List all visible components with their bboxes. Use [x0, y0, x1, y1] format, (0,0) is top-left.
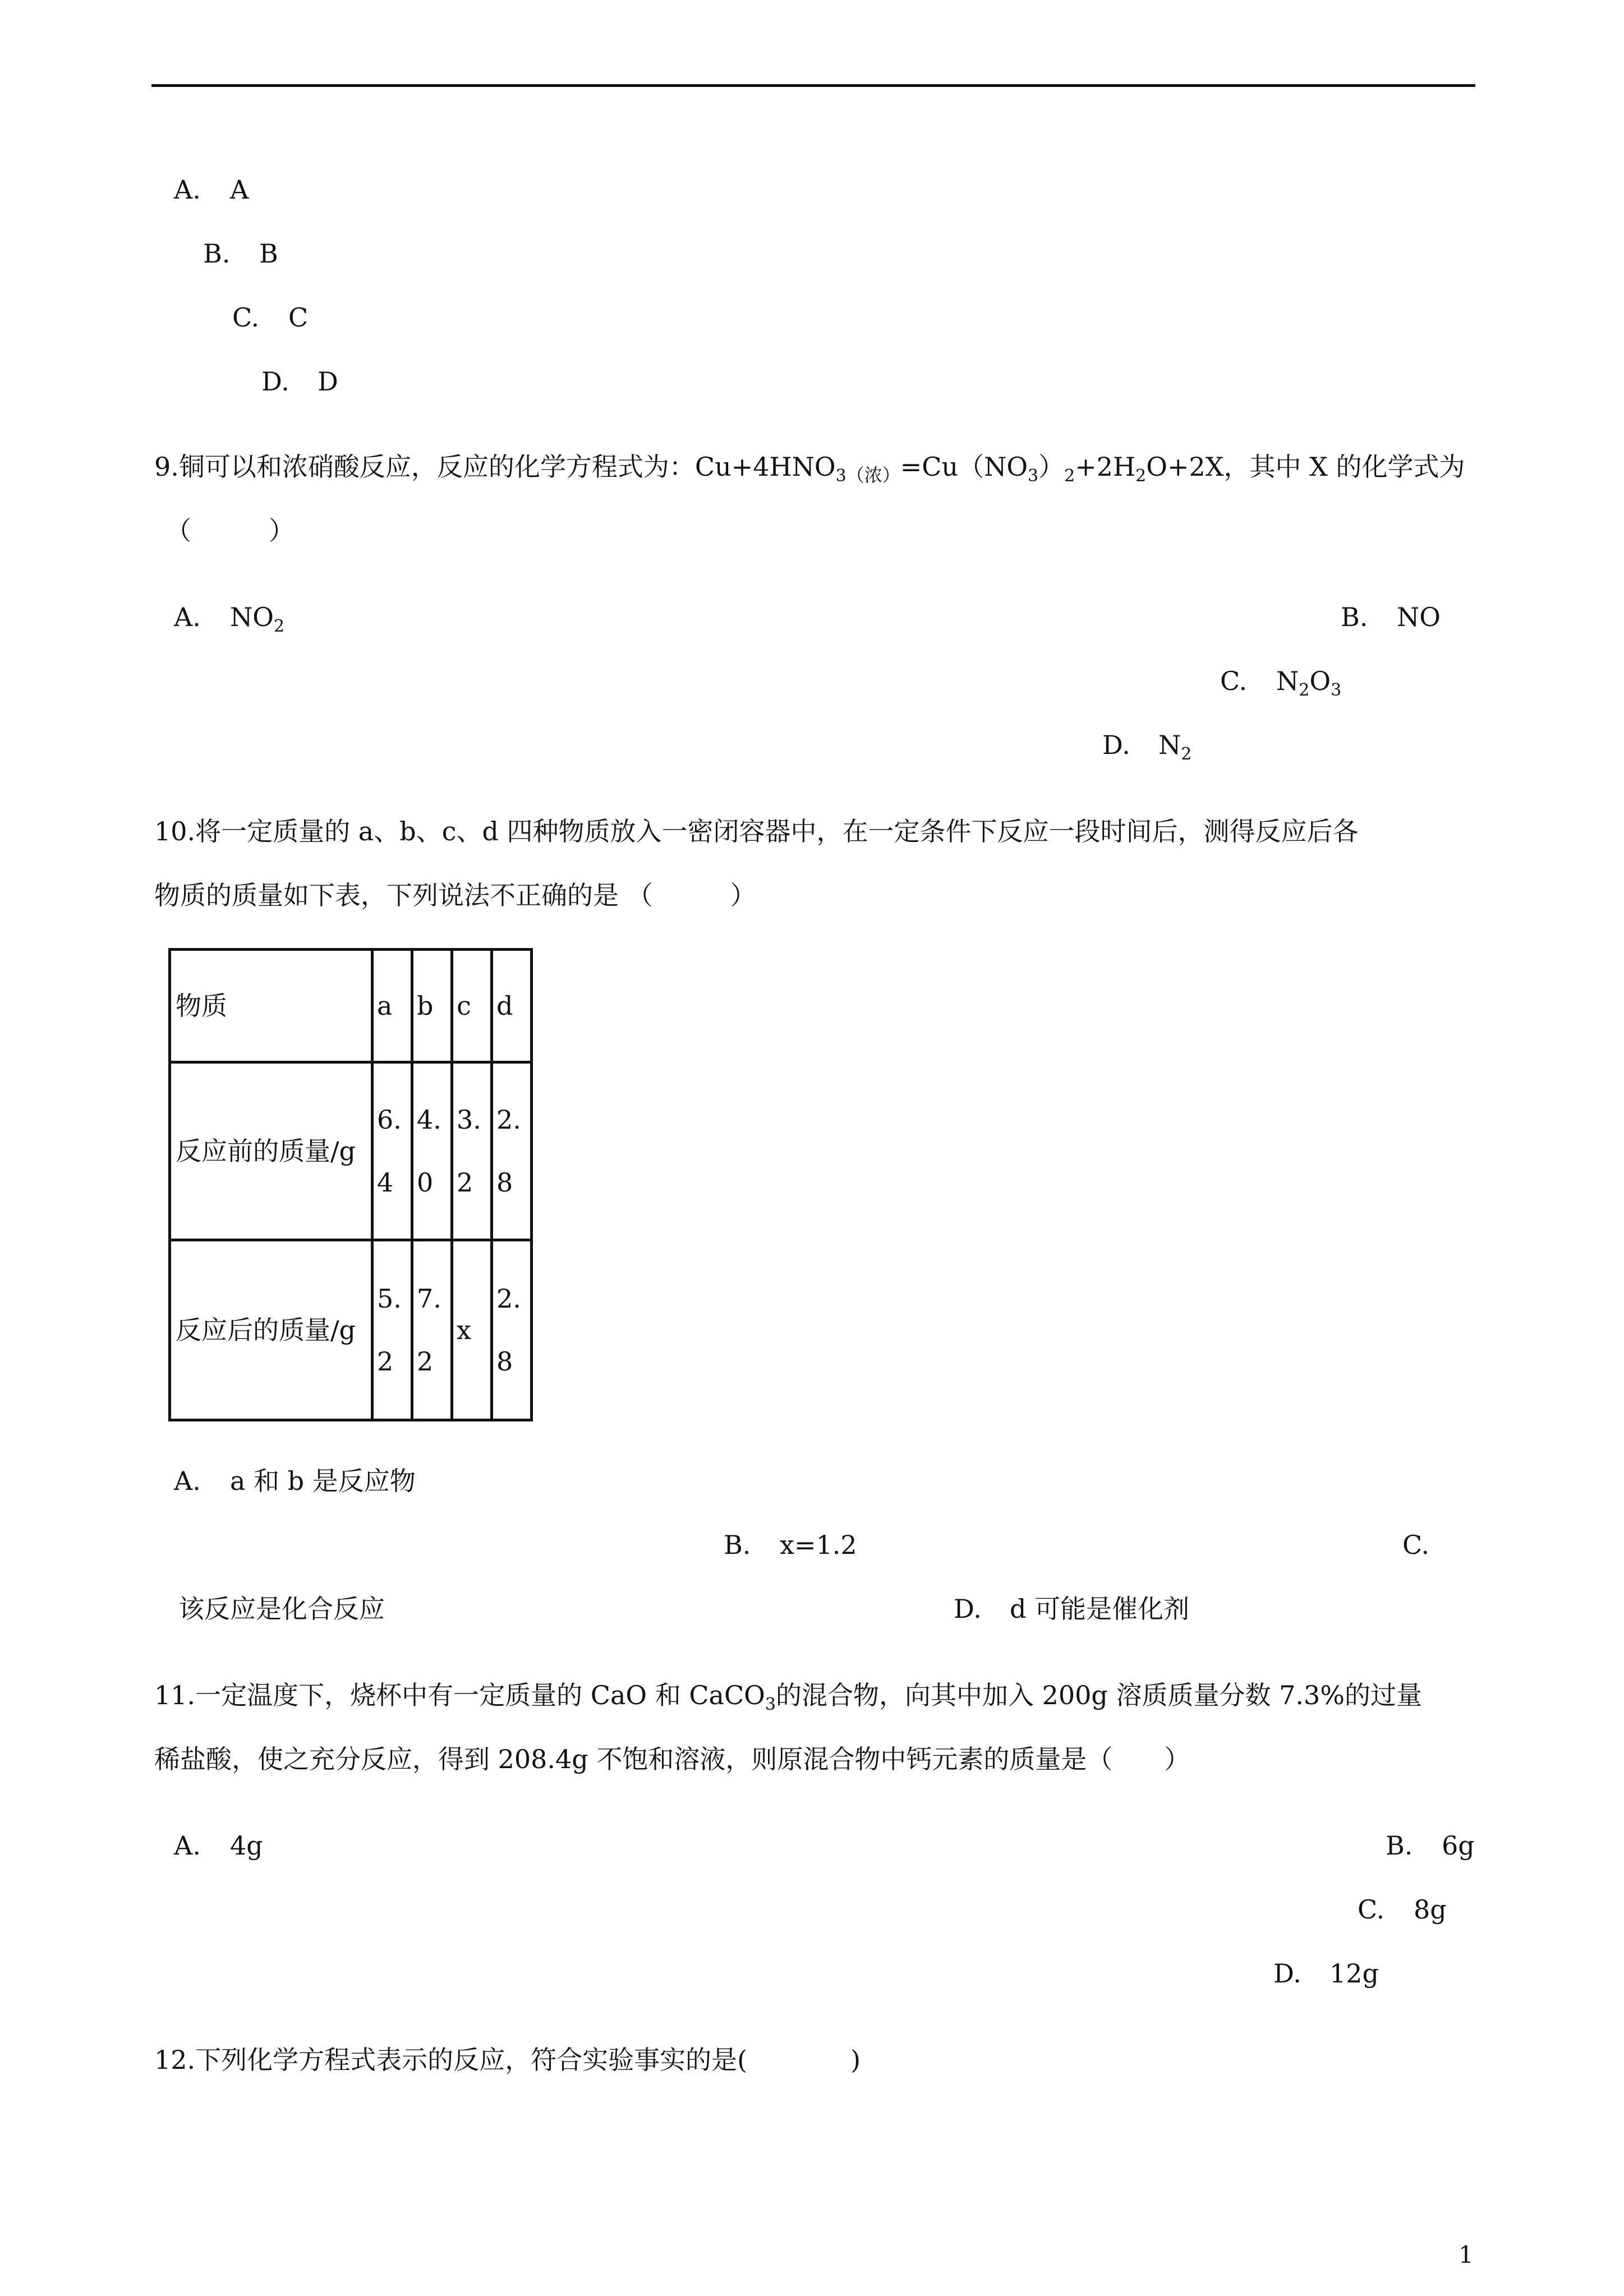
table-cell: 6.4	[377, 1105, 402, 1198]
table-row	[170, 950, 532, 1062]
q11-option-d: D. 12g	[1273, 1958, 1379, 1989]
q10-option-a: A. a 和 b 是反应物	[174, 1466, 416, 1496]
prev-option-b: B. B	[203, 238, 278, 269]
q9-option-d: D. $N_2$	[1102, 730, 1192, 764]
prev-option-c: C. C	[232, 302, 309, 333]
table-row-label: 反应后的质量/g	[176, 1315, 356, 1345]
table-header-cell: d	[492, 950, 532, 1062]
q9-option-b: B. NO	[1341, 602, 1441, 632]
q11-stem-line1: 11.一定温度下，烧杯中有一定质量的 CaO 和 CaCO$_3$的混合物，向其中加入 200g 溶质质量分数 7.3%的过量	[154, 1680, 1422, 1714]
header-rule	[151, 84, 1475, 87]
table-header-cell: 物质	[170, 950, 372, 1062]
table-cell: x	[457, 1315, 471, 1345]
q12-stem-line1: 12.下列化学方程式表示的反应，符合实验事实的是( )	[154, 2045, 861, 2075]
q10-option-d: D. d 可能是催化剂	[954, 1594, 1190, 1624]
q11-stem-line2: 稀盐酸，使之充分反应，得到 208.4g 不饱和溶液，则原混合物中钙元素的质量是（ ）	[154, 1744, 1190, 1774]
table-row	[170, 1062, 532, 1240]
mass-table	[168, 948, 533, 1421]
q10-stem-line2: 物质的质量如下表，下列说法不正确的是 （ ）	[154, 880, 756, 910]
q9-stem-line1: 9.铜可以和浓硝酸反应，反应的化学方程式为：$Cu+4HNO_{3(浓)}=Cu(NO_3)_2+2H_2O+2X$，其中 X 的化学式为	[154, 452, 1465, 486]
q11-option-c: C. 8g	[1358, 1894, 1447, 1925]
table-header-cell: c	[452, 950, 492, 1062]
table-header-cell: b	[412, 950, 452, 1062]
q10-stem-line1: 10.将一定质量的 a、b、c、d 四种物质放入一密闭容器中，在一定条件下反应一段时间后，测得反应后各	[154, 816, 1359, 846]
table-cell: 2.8	[496, 1283, 521, 1377]
table-header-cell: a	[372, 950, 412, 1062]
table-cell: 4.0	[417, 1105, 441, 1198]
table-row-label: 反应前的质量/g	[176, 1136, 356, 1166]
q11-option-b: B. 6g	[1386, 1830, 1475, 1861]
table-cell: 2.8	[496, 1105, 521, 1198]
table-cell: 7.2	[417, 1283, 441, 1377]
table-cell: 3.2	[457, 1105, 481, 1198]
prev-option-a: A. A	[174, 174, 249, 205]
prev-option-d: D. D	[261, 366, 338, 397]
q9-option-c: C. $N_2O_3$	[1220, 666, 1342, 700]
q9-stem-line2: （ ）	[165, 516, 295, 546]
table-cell: 5.2	[377, 1283, 402, 1377]
q11-option-a: A. 4g	[174, 1830, 263, 1861]
q10-option-c-letter: C.	[1402, 1530, 1430, 1560]
table-row	[170, 1240, 532, 1420]
q9-option-a: A. $NO_2$	[174, 602, 285, 636]
page-number: 1	[1459, 2241, 1474, 2269]
q10-option-c-text: 该反应是化合反应	[178, 1594, 385, 1624]
q10-option-b: B. x=1.2	[724, 1530, 857, 1560]
